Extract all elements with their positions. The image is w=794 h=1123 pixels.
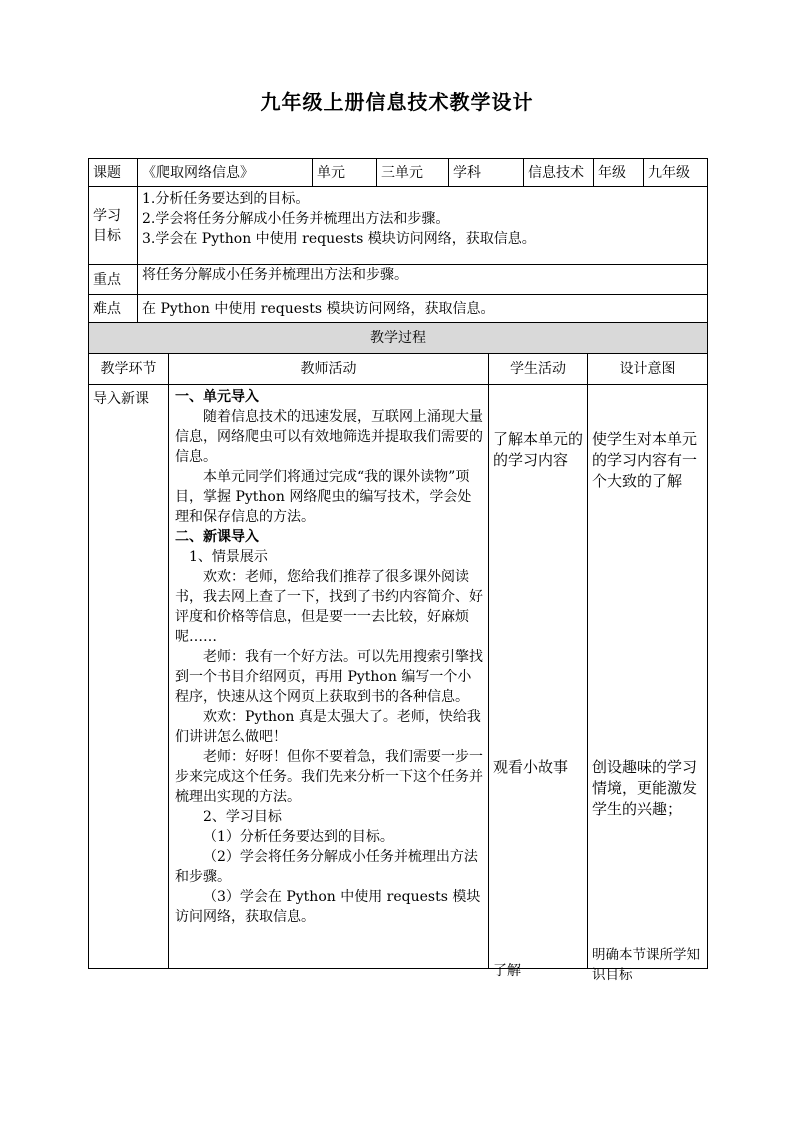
- design-intent-cell: [588, 385, 708, 983]
- dialogue-line: 老师：我有一个好方法。可以先用搜索引擎找到一个书目介绍网页，再用 Python 编写一个小程序，快速从这个网页上获取到书的各种信息。: [175, 649, 483, 705]
- design-intent-2: 创设趣味的学习情境，更能激发学生的兴趣；: [592, 758, 698, 818]
- section-new-lesson: 二、新课导入: [175, 529, 259, 545]
- objectives-label-line1: 学习: [93, 207, 121, 224]
- paragraph: 随着信息技术的迅速发展，互联网上涌现大量信息，网络爬虫可以有效地筛选并提取我们需要的信息。: [175, 409, 483, 465]
- key-point-text: 将任务分解成小任务并梳理出方法和步骤。: [138, 265, 708, 295]
- paragraph: 本单元同学们将通过完成“我的课外读物”项目，掌握 Python 网络爬虫的编写技术，学会处理和保存信息的方法。: [175, 469, 472, 525]
- unit-label: 单元: [313, 159, 377, 187]
- topic-label: 课题: [89, 159, 138, 187]
- subject-label: 学科: [449, 159, 524, 187]
- difficulty-text: 在 Python 中使用 requests 模块访问网络，获取信息。: [138, 295, 708, 323]
- grade-value: 九年级: [644, 159, 708, 187]
- student-activity-1: 了解本单元的的学习内容: [493, 430, 584, 469]
- column-stage: 教学环节: [89, 354, 169, 385]
- objectives-label: [89, 187, 138, 265]
- unit-value: 三单元: [377, 159, 449, 187]
- objective-item: 3.学会在 Python 中使用 requests 模块访问网络，获取信息。: [142, 231, 536, 247]
- difficulty-label: 难点: [89, 295, 138, 323]
- topic-value: 《爬取网络信息》: [138, 159, 313, 187]
- key-point-label: 重点: [89, 265, 138, 295]
- goal-item: （2）学会将任务分解成小任务并梳理出方法和步骤。: [175, 849, 478, 885]
- grade-label: 年级: [594, 159, 644, 187]
- process-heading: 教学过程: [89, 323, 708, 354]
- document-title: 九年级上册信息技术教学设计: [260, 90, 534, 114]
- student-activity-cell: [489, 385, 588, 979]
- goal-item: （1）分析任务要达到的目标。: [203, 829, 394, 845]
- objectives-list: [138, 187, 708, 265]
- subsection-scenario: 1、情景展示: [189, 549, 268, 565]
- dialogue-line: 欢欢：Python 真是太强大了。老师，快给我们讲讲怎么做吧！: [175, 709, 481, 745]
- section-unit-intro: 一、单元导入: [175, 389, 259, 405]
- dialogue-line: 老师：好呀！但你不要着急，我们需要一步一步来完成这个任务。我们先来分析一下这个任务并梳理出实现的方法。: [175, 749, 483, 805]
- teacher-activity-cell: [169, 385, 489, 969]
- stage-cell: 导入新课: [89, 385, 169, 969]
- subject-value: 信息技术: [524, 159, 594, 187]
- student-activity-3: 了解: [493, 963, 521, 979]
- subsection-goals: 2、学习目标: [203, 809, 282, 825]
- column-teacher: 教师活动: [169, 354, 489, 385]
- teaching-process-table: [88, 322, 708, 983]
- goal-item: （3）学会在 Python 中使用 requests 模块访问网络，获取信息。: [175, 889, 481, 925]
- design-intent-1: 使学生对本单元的学习内容有一个大致的了解: [592, 430, 698, 490]
- column-student: 学生活动: [489, 354, 588, 385]
- column-intent: 设计意图: [588, 354, 708, 385]
- objective-item: 2.学会将任务分解成小任务并梳理出方法和步骤。: [142, 211, 450, 227]
- objectives-label-line2: 目标: [93, 227, 121, 244]
- objective-item: 1.分析任务要达到的目标。: [142, 191, 310, 207]
- student-activity-2: 观看小故事: [493, 758, 569, 776]
- dialogue-line: 欢欢：老师，您给我们推荐了很多课外阅读书，我去网上查了一下，找到了书约内容简介、好评度和价格等信息，但是要一一去比较，好麻烦呢……: [175, 569, 483, 645]
- design-intent-3: 明确本节课所学知识目标: [592, 947, 700, 983]
- lesson-info-table: [88, 158, 708, 323]
